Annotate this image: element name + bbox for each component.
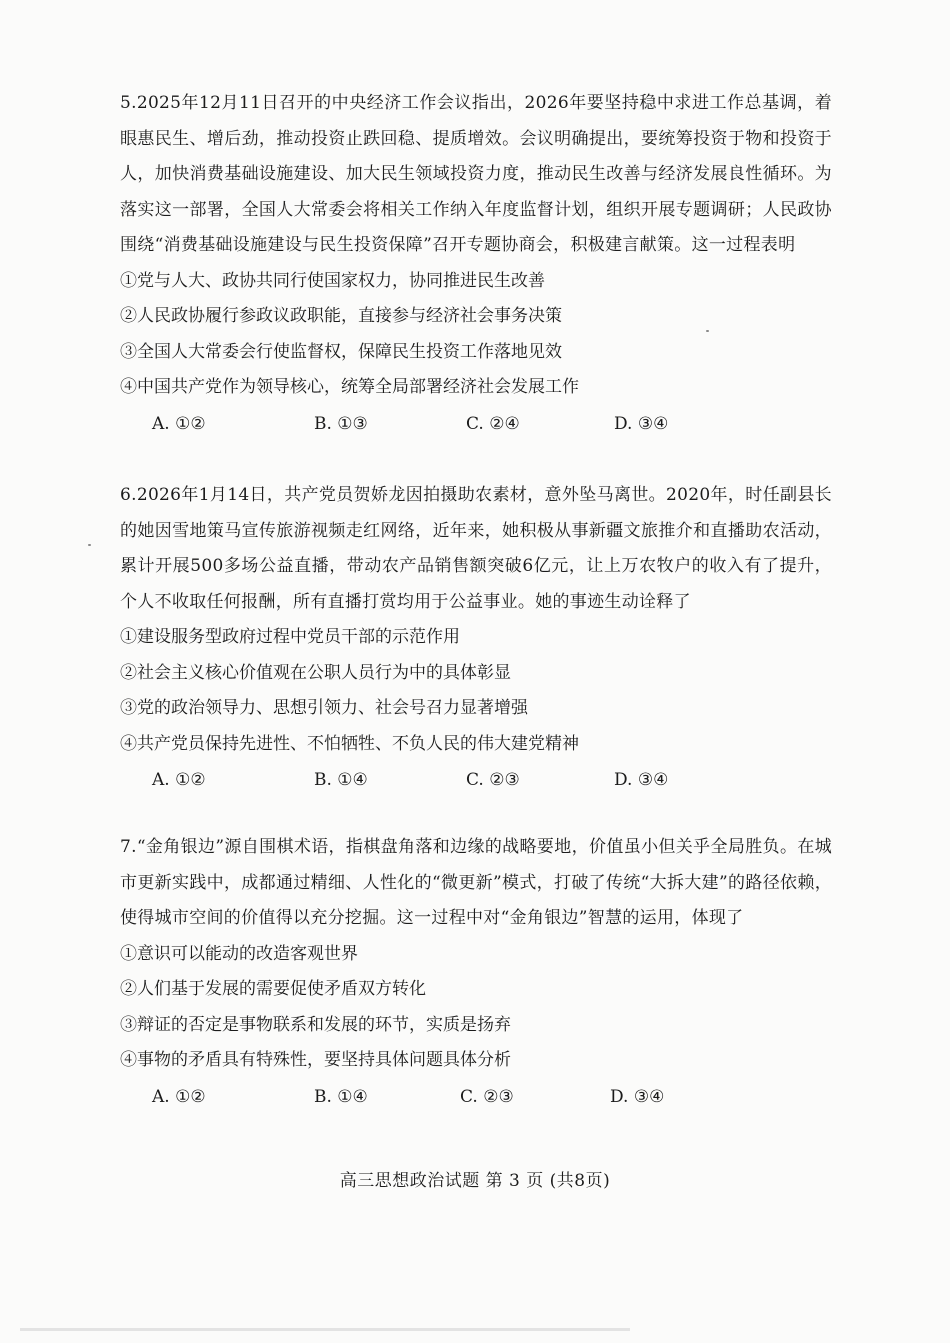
answer-choices: [120, 406, 832, 442]
choice-a: A. ①②: [152, 413, 206, 434]
statement-1: ①建设服务型政府过程中党员干部的示范作用: [120, 627, 460, 647]
question-text: 2026年1月14日，共产党员贺娇龙因拍摄助农素材，意外坠马离世。2020年，时任副县长的她因雪地策马宣传旅游视频走红网络，近年来，她积极从事新疆文旅推介和直播助农活动，累计开展500多场公益直播，带动农产品销售额突破6亿元，让上万农牧户的收入有了提升，个人不收取任何报酬，所有直播打赏均用于公益事业。她的事迹生动诠释了: [120, 485, 832, 612]
statement-4: ④共产党员保持先进性、不怕牺牲、不负人民的伟大建党精神: [120, 733, 579, 754]
statement-3: ③全国人大常委会行使监督权，保障民生投资工作落地见效: [120, 341, 562, 362]
question-5: [120, 86, 832, 442]
choice-b: B. ①④: [314, 770, 368, 790]
choice-d: D. ③④: [610, 1086, 665, 1107]
statement-1: ①党与人大、政协共同行使国家权力，协同推进民生改善: [120, 270, 545, 291]
choice-a: A. ①②: [152, 1086, 206, 1107]
question-7: [120, 830, 832, 1115]
choice-d: D. ③④: [614, 413, 669, 434]
question-stem: [120, 830, 832, 937]
statement-4: ④事物的矛盾具有特殊性，要坚持具体问题具体分析: [120, 1050, 511, 1070]
question-number: 5.: [120, 93, 137, 113]
question-stem: [120, 86, 832, 264]
choice-b: B. ①④: [314, 1086, 368, 1107]
choice-a: A. ①②: [152, 770, 206, 790]
page-footer: 高三思想政治试题 第 3 页 (共8页): [339, 1171, 611, 1191]
choice-d: D. ③④: [614, 770, 669, 790]
statement-2: ②人民政协履行参政议政职能，直接参与经济社会事务决策: [120, 306, 562, 326]
question-number: 7.: [120, 837, 137, 857]
choice-b: B. ①③: [314, 413, 368, 434]
choice-c: C. ②④: [466, 413, 520, 434]
statement-1: ①意识可以能动的改造客观世界: [120, 943, 358, 964]
question-number: 6.: [120, 485, 137, 505]
choice-c: C. ②③: [466, 770, 520, 790]
choice-c: C. ②③: [460, 1086, 514, 1107]
statement-3: ③辩证的否定是事物联系和发展的环节，实质是扬弃: [120, 1014, 511, 1035]
question-text: 2025年12月11日召开的中央经济工作会议指出，2026年要坚持稳中求进工作总基调，着眼惠民生、增后劲，推动投资止跌回稳、提质增效。会议明确提出，要统筹投资于物和投资于人，加快消费基础设施建设、加大民生领域投资力度，推动民生改善与经济发展良性循环。为落实这一部署，全国人大常委会将相关工作纳入年度监督计划，组织开展专题调研；人民政协围绕“消费基础设施建设与民生投资保障”召开专题协商会，积极建言献策。这一过程表明: [120, 93, 832, 255]
answer-choices: [120, 762, 832, 798]
statement-2: ②社会主义核心价值观在公职人员行为中的具体彰显: [120, 662, 511, 683]
answer-choices: [120, 1079, 832, 1115]
scan-speck: [88, 544, 91, 546]
scan-speck: [706, 330, 709, 332]
question-6: [120, 478, 832, 798]
statement-4: ④中国共产党作为领导核心，统筹全局部署经济社会发展工作: [120, 377, 579, 397]
statement-3: ③党的政治领导力、思想引领力、社会号召力显著增强: [120, 698, 528, 718]
question-stem: [120, 478, 832, 620]
scan-edge: [20, 1328, 630, 1331]
statement-2: ②人们基于发展的需要促使矛盾双方转化: [120, 979, 426, 999]
question-text: “金角银边”源自围棋术语，指棋盘角落和边缘的战略要地，价值虽小但关乎全局胜负。在城市更新实践中，成都通过精细、人性化的“微更新”模式，打破了传统“大拆大建”的路径依赖，使得城市空间的价值得以充分挖掘。这一过程中对“金角银边”智慧的运用，体现了: [120, 837, 832, 928]
